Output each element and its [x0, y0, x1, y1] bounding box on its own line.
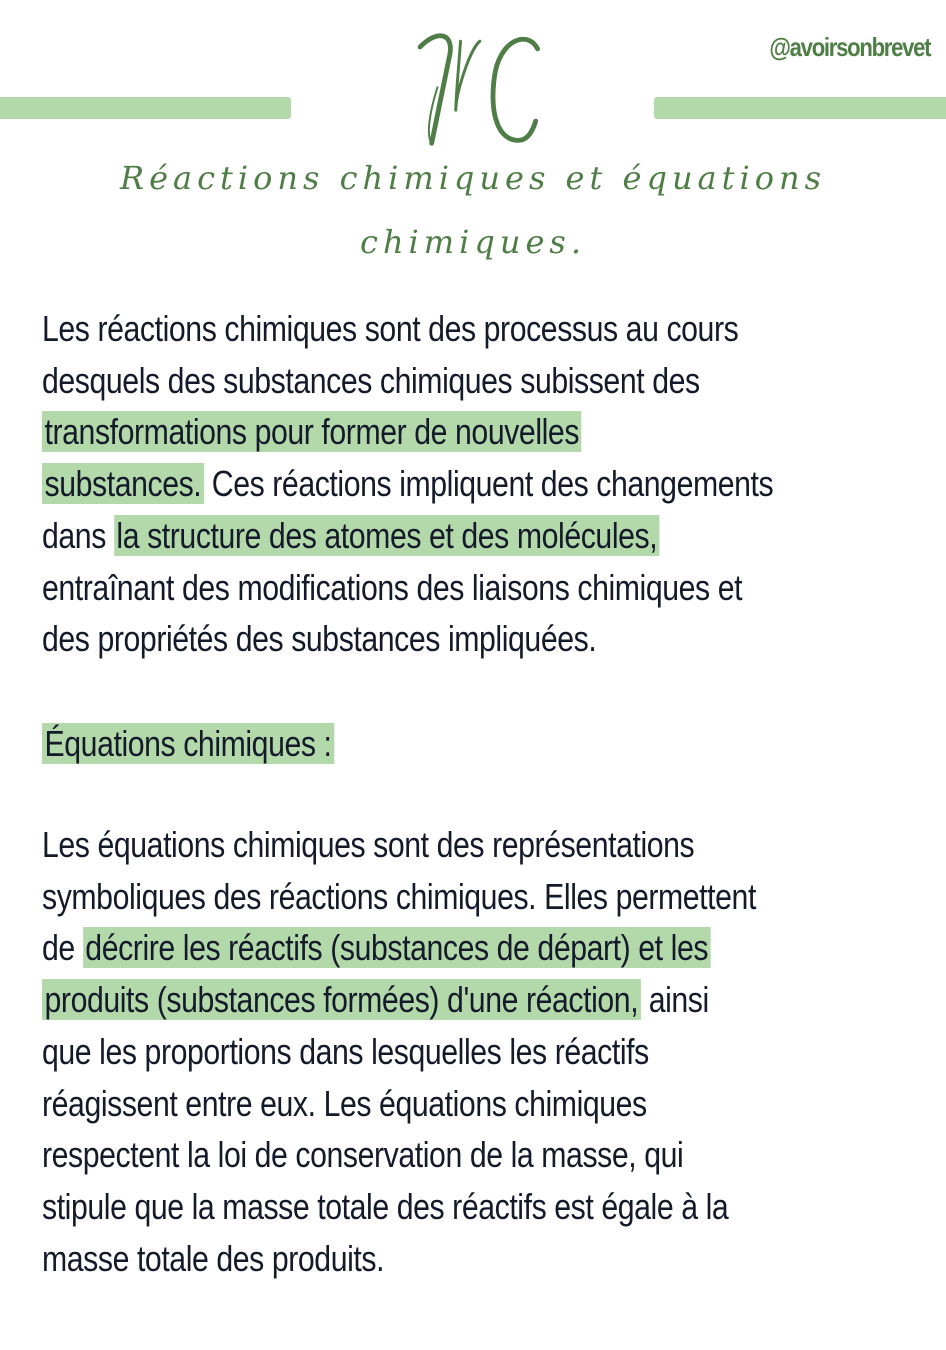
text-line: [42, 823, 694, 867]
text-segment: que les proportions dans lesquelles les réactifs: [42, 1030, 649, 1072]
text-segment: réagissent entre eux. Les équations chimiques: [42, 1082, 647, 1124]
page-title-line2: chimiques.: [360, 223, 586, 261]
pc-logo: [400, 20, 550, 150]
text-segment: de: [42, 927, 83, 969]
text-line: [42, 978, 709, 1022]
text-segment: ainsi: [640, 979, 709, 1021]
text-line: [42, 307, 738, 351]
text-line: [42, 1185, 728, 1229]
text-line: [42, 875, 756, 919]
text-segment: entraînant des modifications des liaisons chimiques et: [42, 566, 743, 608]
text-segment: masse totale des produits.: [42, 1237, 385, 1279]
heading-text: Équations chimiques :: [42, 723, 334, 764]
text-segment: des propriétés des substances impliquées.: [42, 618, 597, 660]
page-title-line1: Réactions chimiques et équations: [119, 159, 827, 197]
text-segment: dans: [42, 514, 114, 556]
text-line: [42, 1030, 649, 1074]
highlighted-text: décrire les réactifs (substances de départ) et les: [83, 927, 711, 968]
text-line: [42, 1082, 647, 1126]
text-segment: Les équations chimiques sont des représentations: [42, 824, 695, 865]
text-line: [42, 359, 700, 403]
text-line: [42, 1237, 384, 1281]
text-line: [42, 410, 582, 454]
text-line: [42, 514, 660, 558]
highlighted-text: la structure des atomes et des molécules,: [114, 515, 660, 556]
text-line: [42, 926, 711, 970]
text-segment: symboliques des réactions chimiques. Elles permettent: [42, 875, 756, 917]
decorative-bar-right: [654, 97, 946, 119]
highlighted-text: produits (substances formées) d'une réaction,: [42, 979, 641, 1020]
highlighted-text: transformations pour former de nouvelles: [42, 411, 582, 452]
text-line: [42, 566, 742, 610]
text-segment: Les réactions chimiques sont des processus au cours: [42, 308, 739, 349]
text-segment: Ces réactions impliquent des changements: [203, 463, 774, 505]
text-segment: desquels des substances chimiques subissent des: [42, 359, 700, 401]
section-heading: [42, 722, 334, 766]
text-segment: respectent la loi de conservation de la masse, qui: [42, 1134, 684, 1176]
text-segment: stipule que la masse totale des réactifs est égale à la: [42, 1185, 729, 1227]
author-handle: @avoirsonbrevet: [769, 32, 930, 62]
highlighted-text: substances.: [42, 463, 204, 504]
text-line: [42, 617, 596, 661]
text-line: [42, 1133, 683, 1177]
decorative-bar-left: [0, 97, 291, 119]
text-line: [42, 462, 773, 506]
